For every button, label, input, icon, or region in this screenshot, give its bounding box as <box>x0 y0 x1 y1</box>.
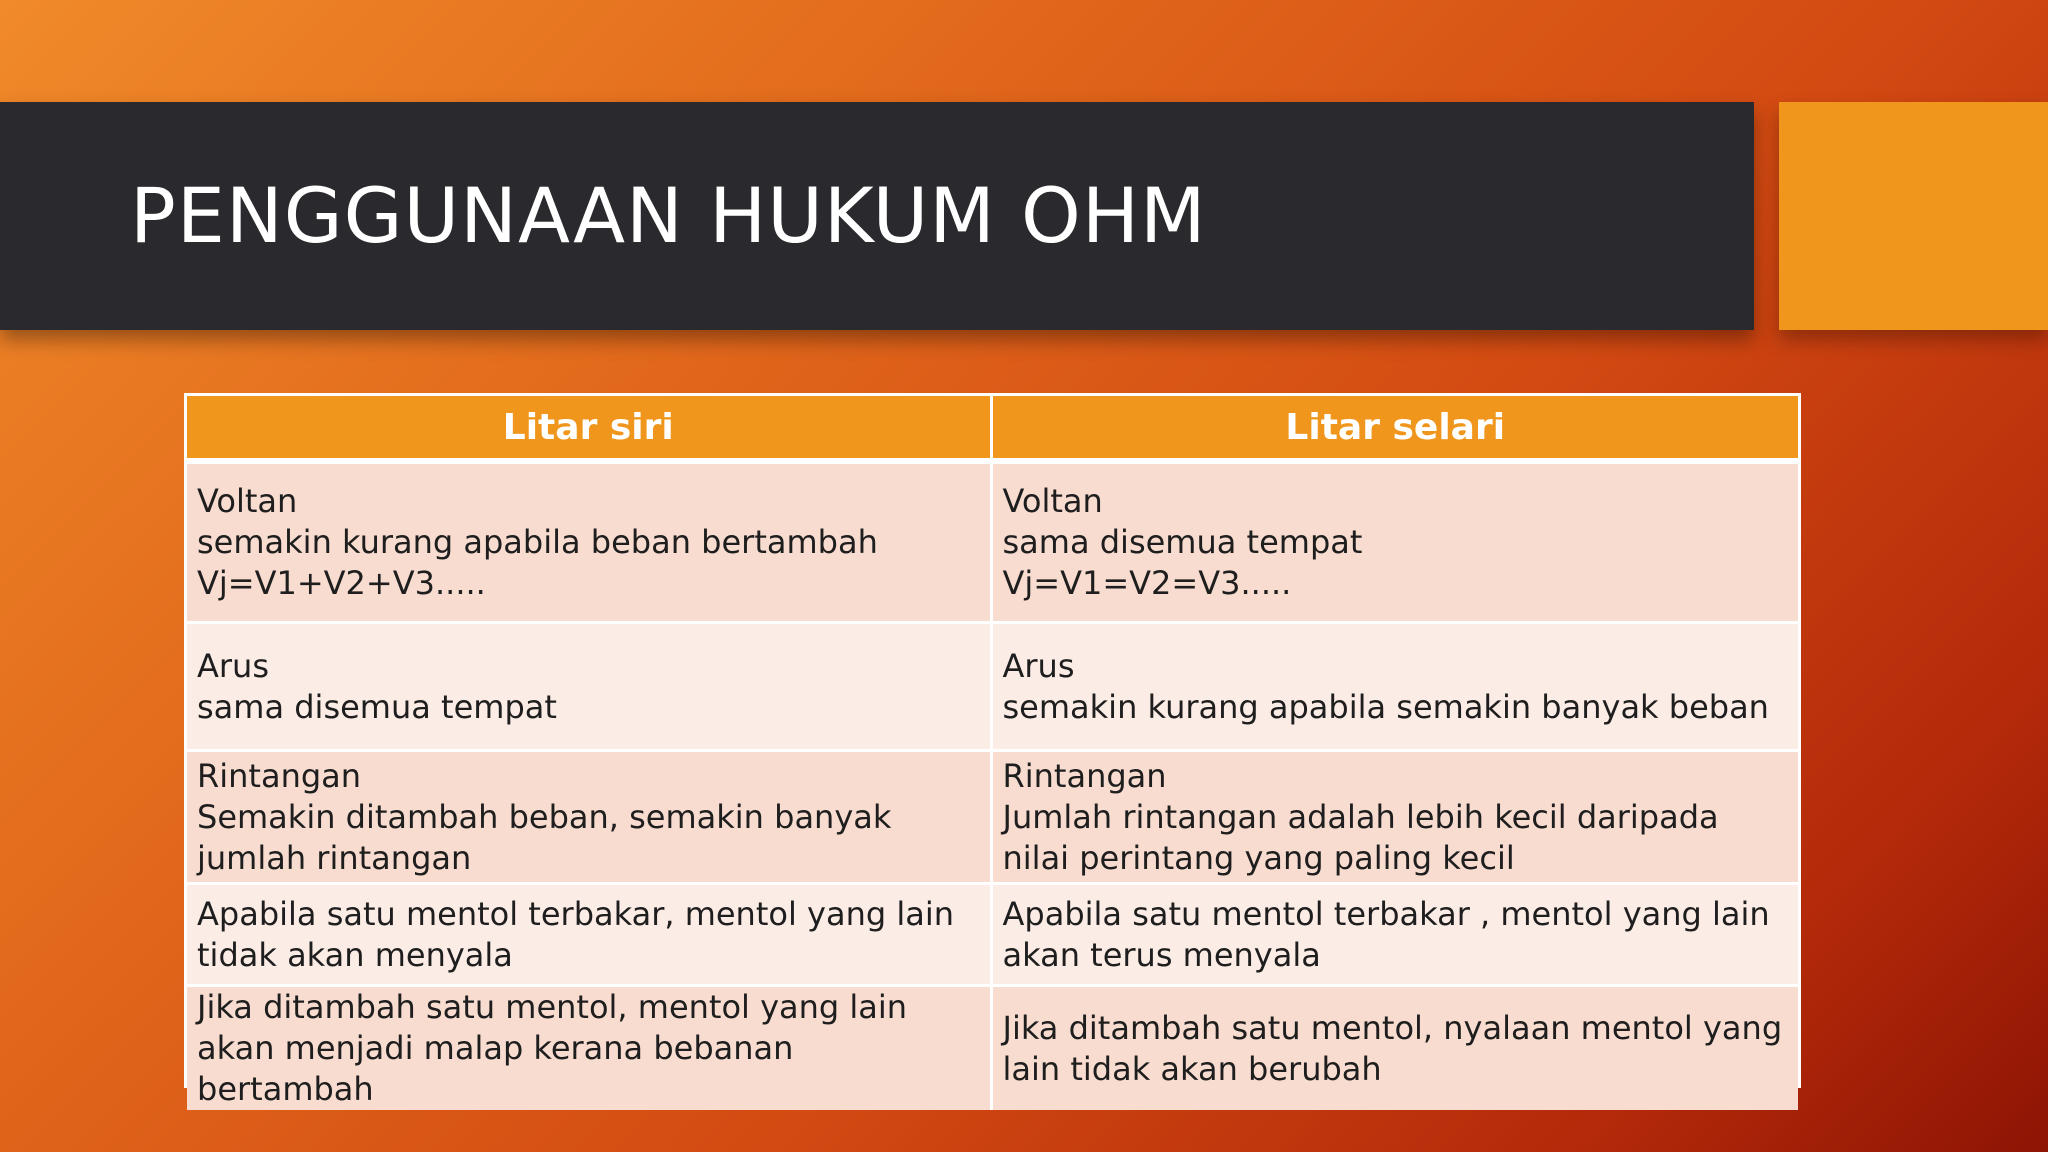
cell-selari-voltan <box>993 464 1799 624</box>
cell-line: Semakin ditambah beban, semakin banyak jumlah rintangan <box>197 797 892 877</box>
cell-line: semakin kurang apabila beban bertambah <box>197 523 878 561</box>
cell-line: Arus <box>197 646 269 685</box>
cell-siri-rintangan <box>187 752 993 885</box>
cell-line: Rintangan <box>197 756 362 795</box>
cell-selari-mentol-terbakar: Apabila satu mentol terbakar , mentol yang lain akan terus menyala <box>993 885 1799 987</box>
cell-line: Vj=V1+V2+V3..... <box>197 564 486 602</box>
comparison-grid <box>187 396 1798 1110</box>
cell-siri-arus <box>187 624 993 752</box>
cell-line: Rintangan <box>1002 756 1167 795</box>
cell-siri-mentol-terbakar: Apabila satu mentol terbakar, mentol yang lain tidak akan menyala <box>187 885 993 987</box>
table-header-row <box>187 396 1798 464</box>
header-litar-selari: Litar selari <box>993 396 1799 464</box>
cell-line: semakin kurang apabila semakin banyak beban <box>1002 687 1769 726</box>
cell-line: Vj=V1=V2=V3..... <box>1002 564 1292 602</box>
title-band <box>0 102 1754 330</box>
cell-selari-tambah-mentol: Jika ditambah satu mentol, nyalaan mentol yang lain tidak akan berubah <box>993 987 1799 1110</box>
cell-line: sama disemua tempat <box>197 687 557 726</box>
cell-line: Arus <box>1002 646 1075 685</box>
cell-selari-rintangan <box>993 752 1799 885</box>
cell-siri-tambah-mentol: Jika ditambah satu mentol, mentol yang lain akan menjadi malap kerana bebanan bertambah <box>187 987 993 1110</box>
table-row-arus <box>187 624 1798 752</box>
header-litar-siri: Litar siri <box>187 396 993 464</box>
cell-line: Jumlah rintangan adalah lebih kecil daripada nilai perintang yang paling kecil <box>1002 797 1719 877</box>
table-row-rintangan <box>187 752 1798 885</box>
table-row-voltan <box>187 464 1798 624</box>
comparison-table <box>184 393 1801 1108</box>
cell-line: Voltan <box>1002 482 1103 520</box>
cell-siri-voltan <box>187 464 993 624</box>
accent-box <box>1779 102 2048 330</box>
cell-line: Voltan <box>197 482 298 520</box>
cell-selari-arus <box>993 624 1799 752</box>
table-row-mentol-terbakar <box>187 885 1798 987</box>
slide-title: PENGGUNAAN HUKUM OHM <box>130 171 1207 260</box>
cell-line: sama disemua tempat <box>1002 523 1363 561</box>
table-row-tambah-mentol <box>187 987 1798 1110</box>
